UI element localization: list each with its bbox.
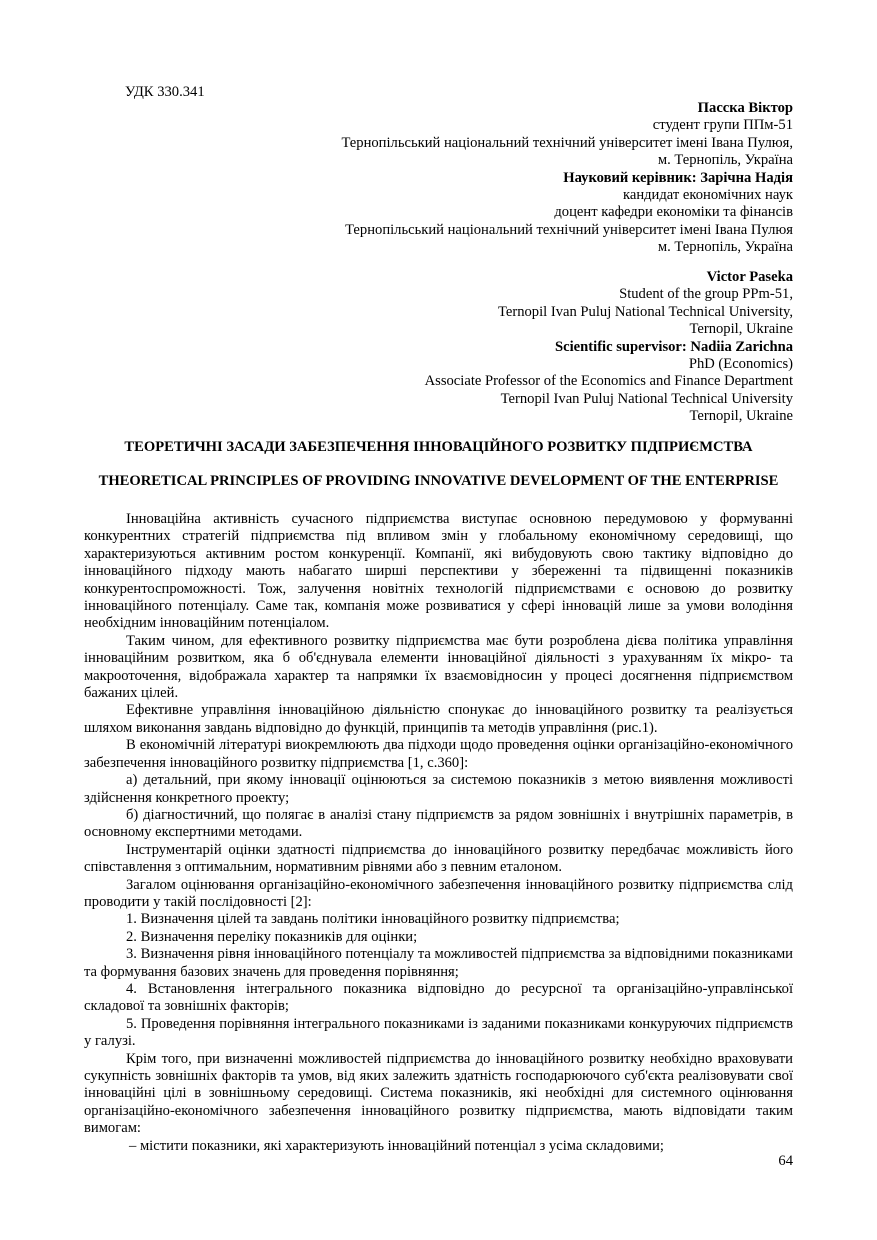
list-item: 2. Визначення переліку показників для оцінки; xyxy=(126,928,418,945)
author-block-en xyxy=(425,269,793,426)
supervisor-name-uk: Зарічна Надія xyxy=(700,169,793,186)
author-group-en: Student of the group PPm-51, xyxy=(619,286,793,303)
supervisor-university-uk: Тернопільський національний технічний університет імені Івана Пулюя xyxy=(345,221,793,238)
supervisor-city-uk: м. Тернопіль, Україна xyxy=(657,239,793,256)
author-name-uk: Пасска Віктор xyxy=(697,100,793,116)
list-item: б) діагностичний, що полягає в аналізі стану підприємств за рядом зовнішніх і внутрішніх параметрів, в основному експертними методами. xyxy=(84,806,793,841)
author-city-uk: м. Тернопіль, Україна xyxy=(657,152,793,169)
author-group-uk: студент групи ППм-51 xyxy=(652,117,793,134)
author-university-uk: Тернопільський національний технічний університет імені Івана Пулюя, xyxy=(341,134,793,151)
supervisor-line-en: Scientific supervisor: Nadiia Zarichna xyxy=(555,338,793,355)
paragraph: Таким чином, для ефективного розвитку підприємства має бути розроблена дієва політика управління інноваційним розвитком, яка б об'єднувала елементи інноваційної діяльності з урахуванням їх мікро- та макрооточення, відображала характер та напрямки їх взаємовідносин у процесі досягнення підприємством бажаних цілей. xyxy=(84,632,793,702)
supervisor-university-en: Ternopil Ivan Puluj National Technical University xyxy=(500,390,793,407)
list-item: 5. Проведення порівняння інтегрального показниками із заданими показниками конкуруючих підприємств у галузі. xyxy=(84,1015,793,1050)
paper-title-uk: ТЕОРЕТИЧНІ ЗАСАДИ ЗАБЕЗПЕЧЕННЯ ІННОВАЦІЙНОГО РОЗВИТКУ ПІДПРИЄМСТВА xyxy=(124,439,753,455)
page-number: 64 xyxy=(778,1153,793,1169)
supervisor-degree-en: PhD (Economics) xyxy=(688,356,793,373)
supervisor-line-uk: Науковий керівник: Зарічна Надія xyxy=(563,169,793,186)
author-city-en: Ternopil, Ukraine xyxy=(689,321,793,338)
supervisor-position-uk: доцент кафедри економіки та фінансів xyxy=(554,204,793,221)
supervisor-position-en: Associate Professor of the Economics and Finance Department xyxy=(424,373,793,390)
author-name-en: Victor Paseka xyxy=(706,269,793,285)
paragraph: Інструментарій оцінки здатності підприємства до інноваційного розвитку передбачає можливість його співставлення з оптимальним, нормативним рівнями або з певним еталоном. xyxy=(84,841,793,876)
author-university-en: Ternopil Ivan Puluj National Technical University, xyxy=(497,303,793,320)
paragraph: Інноваційна активність сучасного підприємства виступає основною передумовою у формуванні конкурентних стратегій підприємства під впливом змін у глобальному економічному середовищі, що характеризуються активним ростом конкуренції. Компанії, які вибудовують свою тактику відповідно до інноваційного підходу мають набагато ширші перспективи у збереженні та підвищенні показників конкурентоспроможності. Тож, залучення новітніх технологій підприємствами є основою до розвитку інноваційного потенціалу. Саме так, компанія може розвиватися у сфері інновацій лише за умови володіння необхідним інноваційним потенціалом. xyxy=(84,511,793,632)
supervisor-degree-uk: кандидат економічних наук xyxy=(622,187,793,204)
list-item: 3. Визначення рівня інноваційного потенціалу та можливостей підприємства за відповідними показниками та формування базових значень для проведення порівняння; xyxy=(84,946,793,980)
list-item: 1. Визначення цілей та завдань політики інноваційного розвитку підприємства; xyxy=(126,911,620,928)
list-item: – містити показники, які характеризують інноваційний потенціал з усіма складовими; xyxy=(129,1137,664,1154)
list-item: а) детальний, при якому інновації оцінюються за системою показників з метою виявлення можливості здійснення конкретного проекту; xyxy=(84,772,793,806)
paragraph: Загалом оцінювання організаційно-економічного забезпечення інноваційного розвитку підприємства слід проводити у такій послідовності [2]: xyxy=(84,876,793,910)
list-item: 4. Встановлення інтегрального показника відповідно до ресурсної та організаційно-управлінської складової та зовнішніх факторів; xyxy=(84,980,793,1015)
paragraph: В економічній літературі виокремлюють два підходи щодо проведення оцінки організаційно-економічного забезпечення інноваційного розвитку підприємства [1, с.360]: xyxy=(84,737,793,771)
supervisor-city-en: Ternopil, Ukraine xyxy=(689,408,793,425)
paragraph: Ефективне управління інноваційною діяльністю спонукає до інноваційного розвитку та реалізується шляхом виконання завдань відповідно до функцій, принципів та методів управління (рис.1). xyxy=(84,702,793,736)
supervisor-label-uk: Науковий керівник xyxy=(563,169,692,186)
body-text xyxy=(84,511,793,1155)
paper-title-en: THEORETICAL PRINCIPLES OF PROVIDING INNOVATIVE DEVELOPMENT OF THE ENTERPRISE xyxy=(98,473,779,489)
author-block-uk xyxy=(341,100,793,257)
udk-code: УДК 330.341 xyxy=(125,84,205,100)
paragraph: Крім того, при визначенні можливостей підприємства до інноваційного розвитку необхідно враховувати сукупність зовнішніх факторів та умов, від яких залежить здатність господарюючого суб'єкта реалізовувати свої інноваційні цілі в зовнішньому середовищі. Система показників, які необхідні для системного оцінювання організаційно-економічного забезпечення інноваційного розвитку підприємства, мають відповідати таким вимогам: xyxy=(84,1050,793,1137)
